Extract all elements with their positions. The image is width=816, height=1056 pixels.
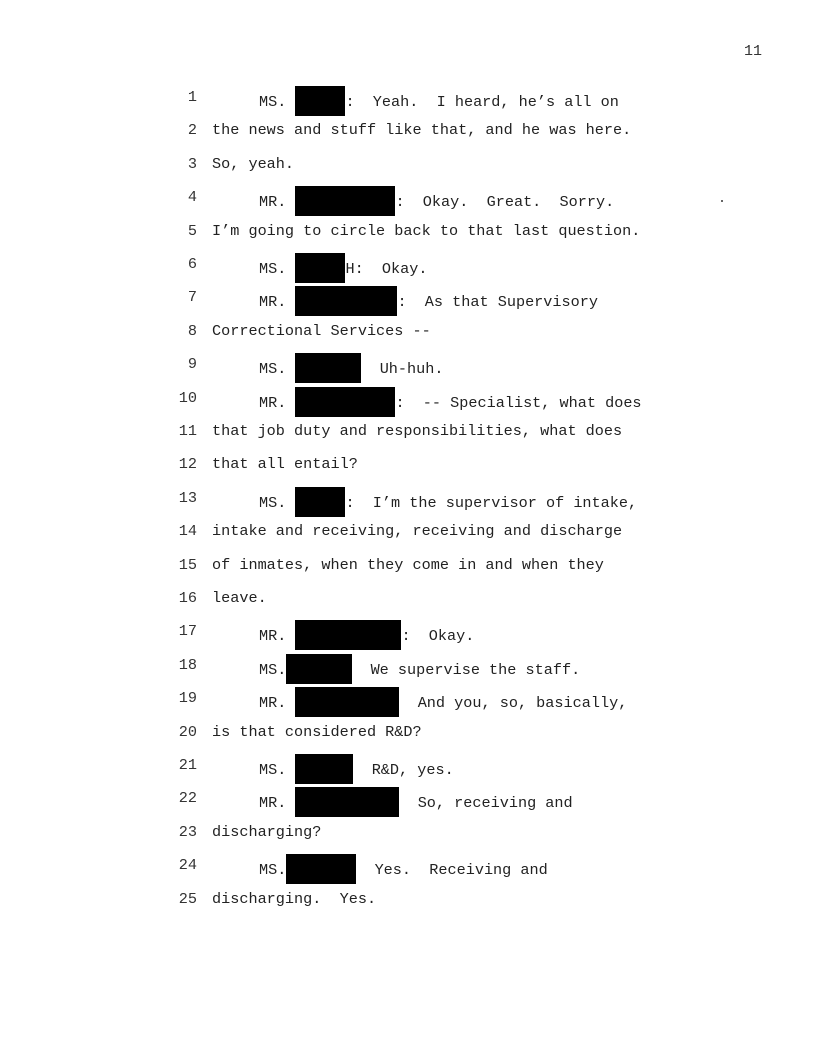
redaction-box bbox=[295, 754, 353, 784]
redaction-box bbox=[295, 353, 361, 383]
speech-text: H: Okay. bbox=[345, 260, 428, 279]
line-text: leave. bbox=[212, 589, 267, 607]
line-number: 16 bbox=[178, 589, 197, 607]
speaker-label: MS. bbox=[259, 861, 287, 880]
redaction-box bbox=[295, 620, 401, 650]
line-number: 21 bbox=[178, 756, 197, 774]
line-number: 4 bbox=[187, 188, 197, 207]
speaker-label: MS. bbox=[259, 493, 296, 512]
speech-text: We supervise the staff. bbox=[352, 660, 581, 679]
line-number: 17 bbox=[178, 622, 197, 641]
speech-text: : I’m the supervisor of intake, bbox=[345, 493, 638, 512]
speech-text: : Okay. bbox=[401, 627, 475, 646]
speaker-label: MR. bbox=[259, 694, 296, 713]
speaker-line bbox=[259, 388, 642, 418]
speech-text: So, receiving and bbox=[399, 794, 573, 813]
line-number: 8 bbox=[187, 321, 197, 340]
speaker-line bbox=[259, 755, 454, 785]
speech-text: R&D, yes. bbox=[353, 761, 454, 780]
redaction-box bbox=[295, 787, 399, 817]
speaker-label: MR. bbox=[259, 293, 296, 312]
redaction-box bbox=[286, 854, 356, 884]
redaction-box bbox=[295, 387, 395, 417]
speaker-label: MS. bbox=[259, 93, 296, 112]
line-number: 11 bbox=[178, 422, 197, 440]
line-text: So, yeah. bbox=[212, 154, 295, 173]
speaker-line bbox=[259, 788, 573, 818]
line-text: that all entail? bbox=[212, 455, 358, 474]
line-number: 19 bbox=[178, 689, 197, 708]
speaker-label: MS. bbox=[259, 660, 287, 679]
redaction-box bbox=[286, 654, 352, 684]
line-number: 1 bbox=[187, 88, 197, 106]
line-text: Correctional Services -- bbox=[212, 321, 431, 340]
line-number: 3 bbox=[187, 154, 197, 173]
line-number: 9 bbox=[187, 355, 197, 374]
redaction-box bbox=[295, 186, 395, 216]
stray-dot bbox=[721, 200, 723, 202]
redaction-box bbox=[295, 286, 397, 316]
redaction-box bbox=[295, 487, 345, 517]
page-number: 11 bbox=[743, 43, 762, 60]
speaker-line bbox=[259, 855, 548, 885]
line-number: 25 bbox=[178, 889, 197, 908]
line-text: discharging? bbox=[212, 822, 322, 841]
speaker-line bbox=[259, 87, 619, 117]
line-text: the news and stuff like that, and he was here. bbox=[212, 121, 632, 140]
line-number: 20 bbox=[178, 722, 197, 741]
speech-text: : As that Supervisory bbox=[397, 293, 598, 312]
speech-text: : Yeah. I heard, he’s all on bbox=[345, 93, 619, 112]
line-number: 24 bbox=[178, 856, 197, 875]
speaker-line bbox=[259, 621, 474, 651]
line-text: of inmates, when they come in and when they bbox=[212, 555, 604, 574]
line-number: 5 bbox=[187, 221, 197, 240]
speaker-line bbox=[259, 354, 444, 384]
speaker-label: MR. bbox=[259, 193, 296, 212]
speaker-label: MS. bbox=[259, 360, 296, 379]
line-text: is that considered R&D? bbox=[212, 722, 422, 741]
speaker-label: MS. bbox=[259, 260, 296, 279]
line-text: intake and receiving, receiving and discharge bbox=[212, 522, 623, 541]
speaker-label: MS. bbox=[259, 761, 296, 780]
speaker-label: MR. bbox=[259, 393, 296, 412]
line-number: 10 bbox=[178, 388, 197, 407]
line-number: 6 bbox=[187, 255, 197, 273]
line-text: that job duty and responsibilities, what does bbox=[212, 422, 623, 440]
speaker-line bbox=[259, 488, 637, 518]
redaction-box bbox=[295, 86, 345, 116]
speaker-label: MR. bbox=[259, 794, 296, 813]
speaker-line bbox=[259, 287, 598, 317]
line-text: discharging. Yes. bbox=[212, 889, 377, 908]
speaker-line bbox=[259, 688, 627, 718]
speech-text: Yes. Receiving and bbox=[356, 861, 548, 880]
speech-text: And you, so, basically, bbox=[399, 694, 628, 713]
line-number: 7 bbox=[187, 288, 197, 307]
line-number: 12 bbox=[178, 455, 197, 474]
line-number: 18 bbox=[178, 655, 197, 674]
line-number: 22 bbox=[178, 789, 197, 808]
speaker-label: MR. bbox=[259, 627, 296, 646]
speech-text: Uh-huh. bbox=[361, 360, 444, 379]
line-number: 2 bbox=[187, 121, 197, 140]
redaction-box bbox=[295, 253, 345, 283]
speech-text: : Okay. Great. Sorry. bbox=[395, 193, 615, 212]
speaker-line bbox=[259, 655, 580, 685]
line-number: 14 bbox=[178, 522, 197, 541]
line-number: 13 bbox=[178, 488, 197, 507]
line-number: 23 bbox=[178, 822, 197, 841]
redaction-box bbox=[295, 687, 399, 717]
speaker-line bbox=[259, 187, 614, 217]
line-text: I’m going to circle back to that last question. bbox=[212, 221, 641, 240]
line-number: 15 bbox=[178, 555, 197, 574]
speech-text: : -- Specialist, what does bbox=[395, 393, 642, 412]
speaker-line bbox=[259, 254, 428, 284]
